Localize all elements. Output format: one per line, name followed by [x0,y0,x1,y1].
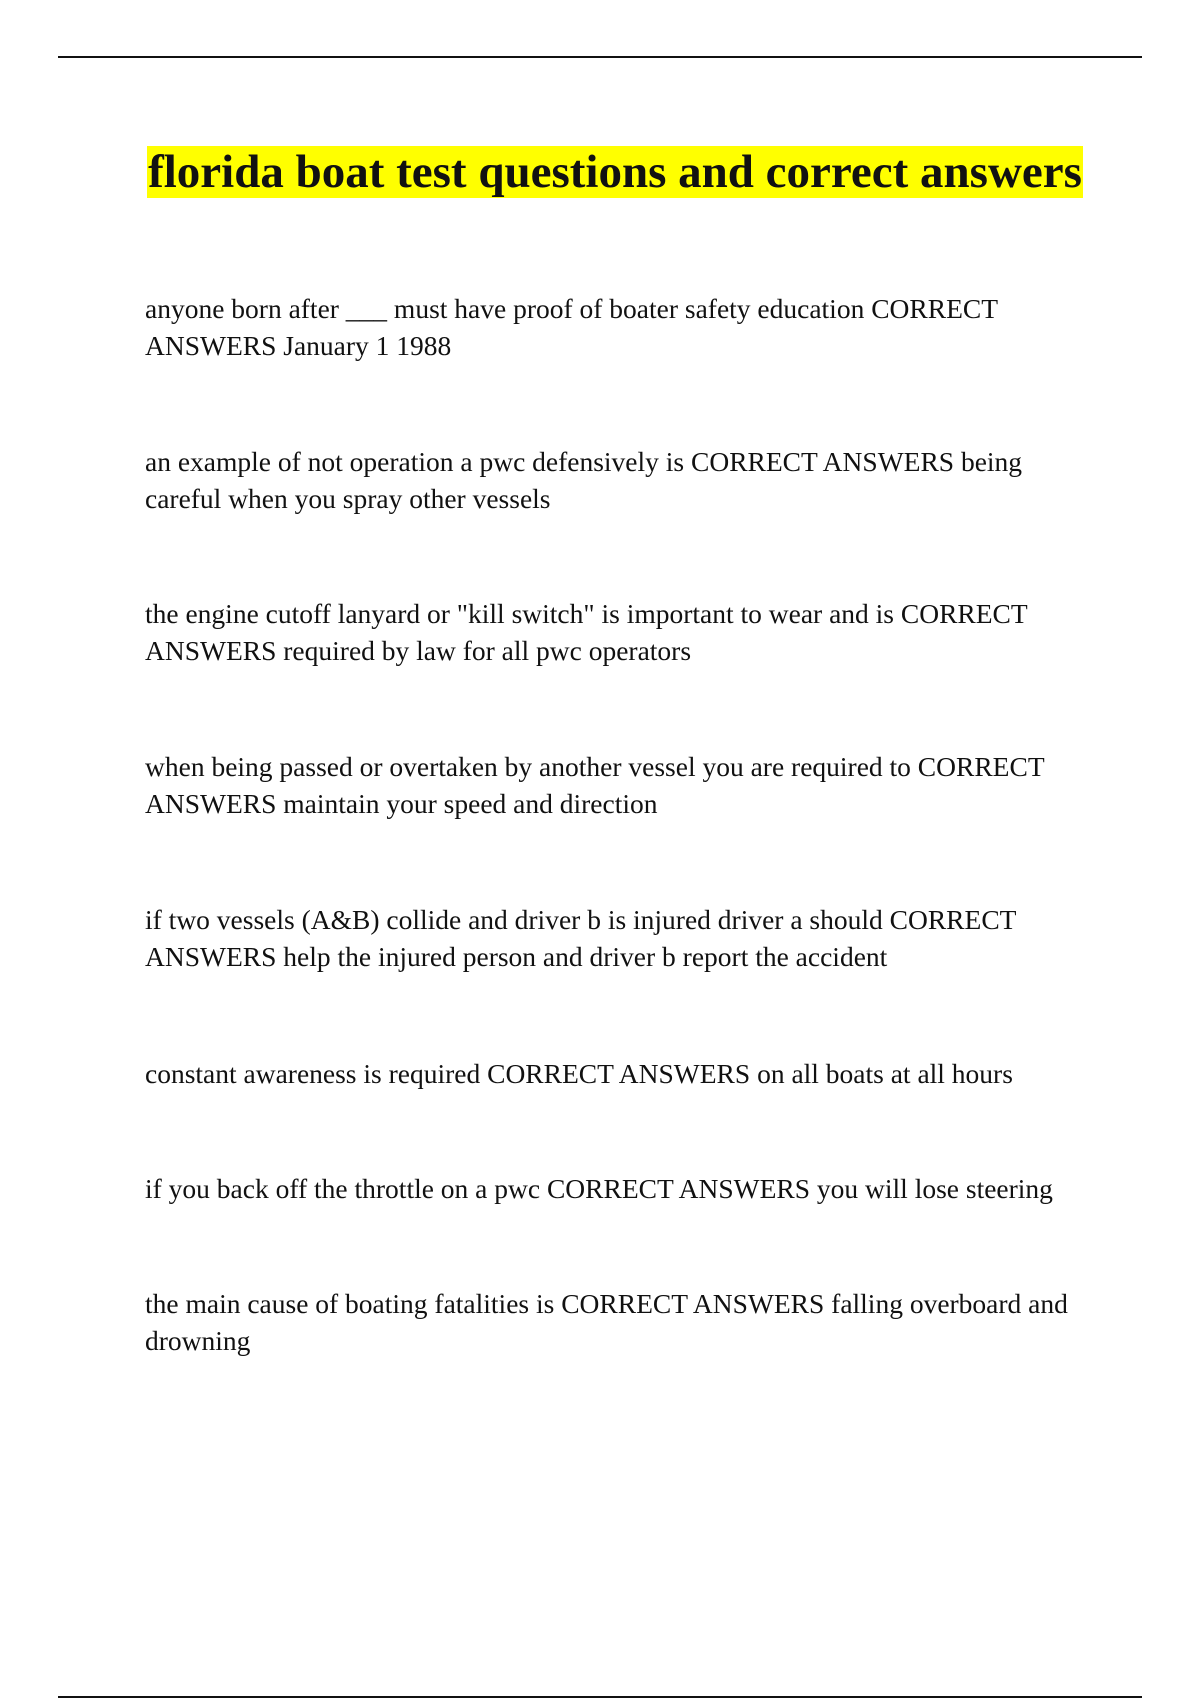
qa-item-1: anyone born after ___ must have proof of boater safety education CORRECT ANSWERS January 1 1988 [145,293,998,361]
qa-item-5: if two vessels (A&B) collide and driver b is injured driver a should CORRECT ANSWERS help the injured person and driver b report the accident [145,904,1016,972]
bottom-rule [58,1696,1142,1698]
title-highlight: florida boat test questions and correct answers [148,146,1082,198]
page-title [120,140,1110,204]
qa-item-6: constant awareness is required CORRECT ANSWERS on all boats at all hours [145,1058,1013,1089]
qa-item-8: the main cause of boating fatalities is CORRECT ANSWERS falling overboard and drowning [145,1288,1068,1356]
qa-item-4: when being passed or overtaken by another vessel you are required to CORRECT ANSWERS maintain your speed and direction [145,751,1045,819]
qa-item-7: if you back off the throttle on a pwc CORRECT ANSWERS you will lose steering [145,1173,1053,1204]
qa-item-3: the engine cutoff lanyard or "kill switch" is important to wear and is CORRECT ANSWERS required by law for all pwc operators [145,598,1028,666]
qa-item-2: an example of not operation a pwc defensively is CORRECT ANSWERS being careful when you spray other vessels [145,446,1023,514]
top-rule [58,56,1142,58]
